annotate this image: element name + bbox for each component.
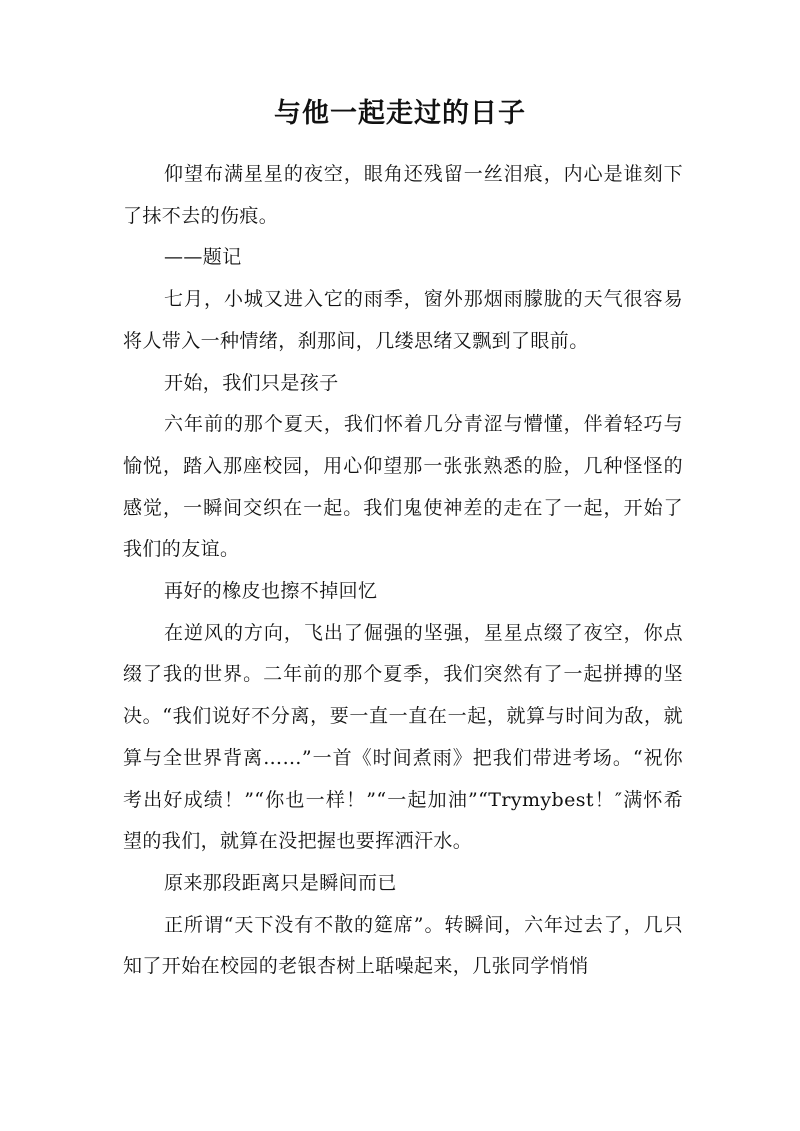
paragraph-intro: 七月，小城又进入它的雨季，窗外那烟雨朦胧的天气很容易将人带入一种情绪，刹那间，几缕思绪又飘到了眼前。	[123, 288, 683, 352]
section-heading-2: 再好的橡皮也擦不掉回忆	[164, 580, 378, 603]
paragraph-section-3: 正所谓“天下没有不散的筵席”。转瞬间，六年过去了，几只知了开始在校园的老银杏树上聒噪起来，几张同学悄悄	[123, 913, 683, 978]
paragraph-section-2: 在逆风的方向，飞出了倔强的坚强，星星点缀了夜空，你点缀了我的世界。二年前的那个夏季，我们突然有了一起拼搏的坚决。“我们说好不分离，要一直一直在一起，就算与时间为敌，就算与全世界背离……”一首《时间煮雨》把我们带进考场。“祝你考出好成绩！”“你也一样！”“一起加油”“Trymybest！″满怀希望的我们，就算在没把握也要挥洒汗水。	[123, 621, 683, 853]
paragraph-epigraph: 仰望布满星星的夜空，眼角还残留一丝泪痕，内心是谁刻下了抹不去的伤痕。	[123, 163, 683, 227]
section-heading-3: 原来那段距离只是瞬间而已	[164, 871, 397, 894]
paragraph-section-1: 六年前的那个夏天，我们怀着几分青涩与懵懂，伴着轻巧与愉悦，踏入那座校园，用心仰望那一张张熟悉的脸，几种怪怪的感觉，一瞬间交织在一起。我们鬼使神差的走在了一起，开始了我们的友谊。	[123, 413, 683, 561]
section-heading-1: 开始，我们只是孩子	[164, 371, 339, 394]
document-title: 与他一起走过的日子	[274, 98, 526, 129]
document-body	[123, 154, 683, 988]
paragraph-epigraph-credit: ——题记	[164, 246, 242, 269]
